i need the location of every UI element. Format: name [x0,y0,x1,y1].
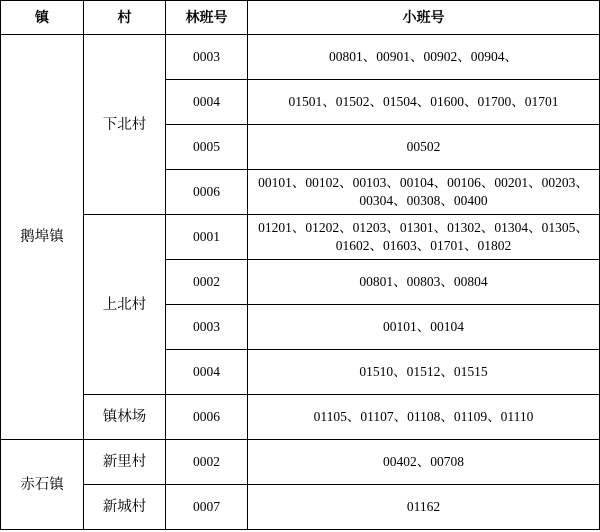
header-village: 村 [84,1,166,35]
sub-class-cell: 00101、00102、00103、00104、00106、00201、00203、00304、00308、00400 [248,170,600,215]
forest-class-cell: 0004 [166,80,248,125]
town-cell: 赤石镇 [1,440,84,530]
sub-class-cell: 01162 [248,485,600,530]
table-row [1,485,600,530]
forest-class-cell: 0002 [166,260,248,305]
sub-class-cell: 01105、01107、01108、01109、01110 [248,395,600,440]
village-cell: 新城村 [84,485,166,530]
table-row [1,35,600,80]
village-cell: 新里村 [84,440,166,485]
header-town: 镇 [1,1,84,35]
village-cell: 镇林场 [84,395,166,440]
header-row [1,1,600,35]
table-row [1,395,600,440]
table-row [1,215,600,260]
sub-class-cell: 00402、00708 [248,440,600,485]
town-cell: 鹅埠镇 [1,35,84,440]
forest-class-cell: 0001 [166,215,248,260]
forest-class-cell: 0007 [166,485,248,530]
forest-class-cell: 0006 [166,170,248,215]
forest-class-cell: 0003 [166,35,248,80]
forest-class-cell: 0006 [166,395,248,440]
sub-class-cell: 01510、01512、01515 [248,350,600,395]
header-forest-class: 林班号 [166,1,248,35]
header-sub-class: 小班号 [248,1,600,35]
forest-class-cell: 0002 [166,440,248,485]
village-cell: 上北村 [84,215,166,395]
village-cell: 下北村 [84,35,166,215]
sub-class-cell: 01501、01502、01504、01600、01700、01701 [248,80,600,125]
sub-class-cell: 01201、01202、01203、01301、01302、01304、01305、01602、01603、01701、01802 [248,215,600,260]
forest-class-cell: 0004 [166,350,248,395]
sub-class-cell: 00801、00803、00804 [248,260,600,305]
table-row [1,440,600,485]
sub-class-cell: 00502 [248,125,600,170]
forest-class-cell: 0005 [166,125,248,170]
forest-class-cell: 0003 [166,305,248,350]
sub-class-cell: 00101、00104 [248,305,600,350]
sub-class-cell: 00801、00901、00902、00904、 [248,35,600,80]
